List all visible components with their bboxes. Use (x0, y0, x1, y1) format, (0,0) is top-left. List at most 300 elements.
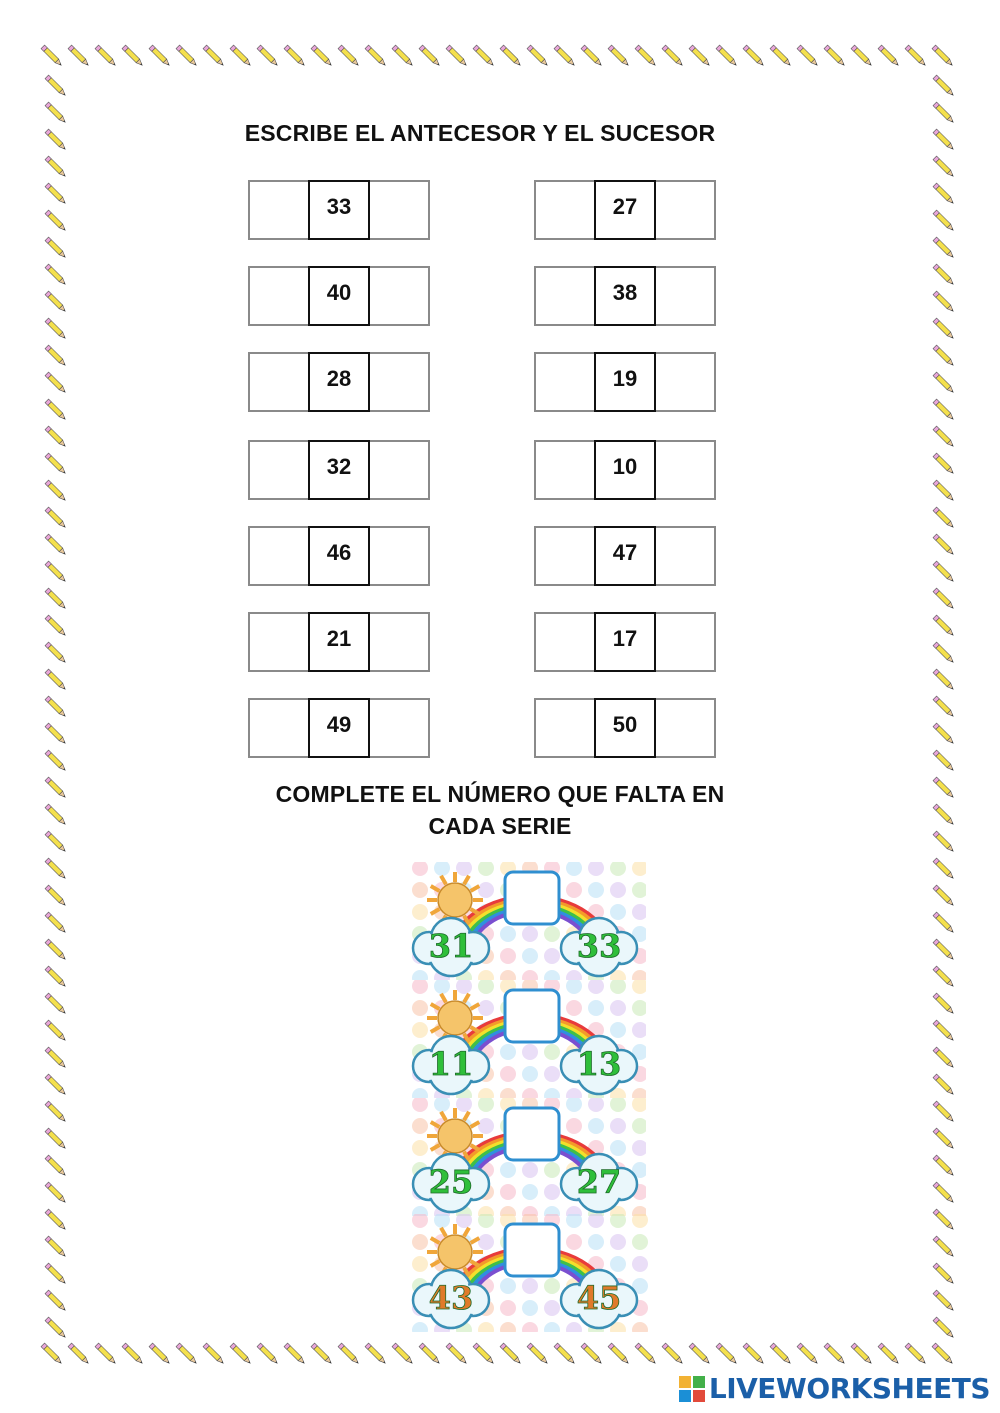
pencil-icon (689, 1343, 711, 1365)
number-row (248, 180, 430, 242)
given-number: 49 (308, 698, 370, 758)
background-dot (500, 948, 516, 964)
series-after-number: 27 (576, 1163, 622, 1201)
background-dot (456, 1098, 472, 1112)
successor-box[interactable] (652, 440, 716, 500)
pencil-icon (878, 1343, 900, 1365)
background-dot (610, 1118, 626, 1134)
pencil-icon (45, 858, 67, 880)
background-dot (412, 904, 428, 920)
pencil-icon (933, 1263, 955, 1285)
background-dot (412, 1098, 428, 1112)
predecessor-box[interactable] (248, 698, 312, 758)
background-dot (478, 980, 494, 994)
pencil-icon (824, 1343, 846, 1365)
pencil-icon (365, 45, 387, 67)
background-dot (588, 862, 604, 876)
pencil-border-right (926, 38, 962, 1372)
pencil-icon (933, 210, 955, 232)
pencil-icon (473, 45, 495, 67)
background-dot (544, 926, 560, 942)
background-dot (544, 948, 560, 964)
predecessor-box[interactable] (248, 266, 312, 326)
pencil-icon (45, 1263, 67, 1285)
background-dot (566, 1214, 582, 1228)
background-dot (544, 1300, 560, 1316)
successor-box[interactable] (366, 526, 430, 586)
pencil-icon (45, 372, 67, 394)
liveworksheets-logo-icon (679, 1376, 705, 1402)
pencil-icon (554, 1343, 576, 1365)
predecessor-box[interactable] (534, 698, 598, 758)
missing-number-box[interactable] (505, 990, 559, 1042)
background-dot (632, 862, 646, 876)
pencil-icon (933, 588, 955, 610)
pencil-icon (933, 696, 955, 718)
background-dot (566, 1088, 582, 1098)
pencil-icon (933, 534, 955, 556)
pencil-icon (45, 183, 67, 205)
background-dot (456, 980, 472, 994)
pencil-icon (45, 1074, 67, 1096)
background-dot (434, 1098, 450, 1112)
background-dot (610, 1098, 626, 1112)
pencil-icon (933, 399, 955, 421)
background-dot (500, 1278, 516, 1294)
background-dot (522, 1278, 538, 1294)
series-after-number: 33 (576, 927, 622, 965)
pencil-icon (45, 75, 67, 97)
section2-title-line1: COMPLETE EL NÚMERO QUE FALTA EN (275, 781, 725, 807)
pencil-icon (933, 669, 955, 691)
missing-number-box[interactable] (505, 872, 559, 924)
pencil-icon (797, 1343, 819, 1365)
given-number: 47 (594, 526, 656, 586)
pencil-icon (45, 723, 67, 745)
pencil-icon (257, 1343, 279, 1365)
background-dot (412, 882, 428, 898)
watermark-text: LIVEWORKSHEETS (708, 1372, 990, 1405)
background-dot (632, 970, 646, 980)
pencil-icon (176, 45, 198, 67)
successor-box[interactable] (366, 352, 430, 412)
pencil-icon (45, 426, 67, 448)
background-dot (500, 1184, 516, 1200)
pencil-icon (95, 45, 117, 67)
pencil-icon (45, 912, 67, 934)
background-dot (478, 1322, 494, 1332)
pencil-icon (933, 372, 955, 394)
pencil-icon (933, 750, 955, 772)
pencil-icon (933, 1236, 955, 1258)
background-dot (478, 1214, 494, 1228)
pencil-icon (446, 1343, 468, 1365)
pencil-icon (933, 75, 955, 97)
pencil-icon (176, 1343, 198, 1365)
pencil-icon (662, 45, 684, 67)
background-dot (478, 882, 494, 898)
background-dot (478, 1098, 494, 1112)
pencil-icon (527, 45, 549, 67)
background-dot (566, 1322, 582, 1332)
pencil-icon (45, 1155, 67, 1177)
pencil-icon (933, 156, 955, 178)
background-dot (500, 1162, 516, 1178)
pencil-icon (933, 480, 955, 502)
series-card (403, 980, 646, 1098)
background-dot (566, 862, 582, 876)
pencil-icon (230, 45, 252, 67)
successor-box[interactable] (366, 440, 430, 500)
pencil-icon (933, 1074, 955, 1096)
pencil-icon (608, 1343, 630, 1365)
successor-box[interactable] (366, 180, 430, 240)
pencil-icon (230, 1343, 252, 1365)
pencil-icon (392, 1343, 414, 1365)
background-dot (566, 1234, 582, 1250)
predecessor-box[interactable] (534, 180, 598, 240)
section1-title: ESCRIBE EL ANTECESOR Y EL SUCESOR (244, 120, 716, 146)
pencil-icon (933, 885, 955, 907)
background-dot (478, 1000, 494, 1016)
background-dot (588, 1000, 604, 1016)
number-row (534, 698, 716, 760)
pencil-icon (743, 1343, 765, 1365)
pencil-icon (284, 45, 306, 67)
pencil-icon (635, 45, 657, 67)
pencil-icon (933, 1155, 955, 1177)
pencil-icon (716, 45, 738, 67)
pencil-icon (689, 45, 711, 67)
number-row (248, 612, 430, 674)
pencil-icon (45, 399, 67, 421)
background-dot (588, 1118, 604, 1134)
given-number: 28 (308, 352, 370, 412)
pencil-icon (95, 1343, 117, 1365)
background-dot (522, 1044, 538, 1060)
pencil-icon (635, 1343, 657, 1365)
pencil-icon (743, 45, 765, 67)
pencil-icon (581, 1343, 603, 1365)
background-dot (522, 1088, 538, 1098)
successor-box[interactable] (652, 698, 716, 758)
background-dot (500, 1044, 516, 1060)
pencil-icon (933, 507, 955, 529)
background-dot (544, 1184, 560, 1200)
pencil-icon (933, 1020, 955, 1042)
pencil-icon (45, 1182, 67, 1204)
background-dot (632, 980, 646, 994)
series-before-number: 11 (428, 1045, 474, 1083)
pencil-icon (149, 1343, 171, 1365)
number-row (534, 266, 716, 328)
background-dot (412, 970, 428, 980)
successor-box[interactable] (652, 612, 716, 672)
pencil-icon (933, 723, 955, 745)
background-dot (588, 1214, 604, 1228)
pencil-icon (45, 939, 67, 961)
pencil-icon (851, 45, 873, 67)
background-dot (610, 904, 626, 920)
predecessor-box[interactable] (534, 266, 598, 326)
background-dot (412, 862, 428, 876)
background-dot (610, 1140, 626, 1156)
pencil-icon (419, 45, 441, 67)
given-number: 46 (308, 526, 370, 586)
background-dot (500, 1088, 516, 1098)
background-dot (610, 882, 626, 898)
pencil-border-left (38, 38, 74, 1372)
successor-box[interactable] (366, 612, 430, 672)
background-dot (522, 948, 538, 964)
background-dot (412, 1214, 428, 1228)
background-dot (610, 980, 626, 994)
pencil-icon (45, 453, 67, 475)
pencil-icon (45, 1020, 67, 1042)
pencil-icon (45, 534, 67, 556)
pencil-icon (933, 642, 955, 664)
pencil-icon (311, 45, 333, 67)
pencil-icon (933, 561, 955, 583)
background-dot (412, 1256, 428, 1272)
pencil-icon (45, 750, 67, 772)
background-dot (544, 1066, 560, 1082)
background-dot (522, 970, 538, 980)
pencil-icon (716, 1343, 738, 1365)
series-rainbow-area (403, 862, 653, 1328)
pencil-icon (45, 993, 67, 1015)
series-before-number: 25 (428, 1163, 474, 1201)
pencil-icon (45, 1128, 67, 1150)
background-dot (412, 1118, 428, 1134)
pencil-icon (45, 1047, 67, 1069)
given-number: 21 (308, 612, 370, 672)
pencil-icon (45, 507, 67, 529)
pencil-icon (933, 264, 955, 286)
pencil-icon (933, 426, 955, 448)
pencil-icon (45, 1236, 67, 1258)
pencil-icon (45, 696, 67, 718)
background-dot (610, 862, 626, 876)
predecessor-box[interactable] (534, 526, 598, 586)
number-row (248, 352, 430, 414)
background-dot (632, 1022, 646, 1038)
predecessor-box[interactable] (248, 526, 312, 586)
pencil-icon (45, 480, 67, 502)
background-dot (544, 1044, 560, 1060)
background-dot (478, 1118, 494, 1134)
background-dot (610, 1256, 626, 1272)
section2-title-line2: CADA SERIE (428, 813, 572, 839)
number-row (248, 698, 430, 760)
pencil-icon (45, 561, 67, 583)
background-dot (478, 1088, 494, 1098)
series-card (403, 1214, 653, 1332)
background-dot (632, 1234, 648, 1250)
predecessor-box[interactable] (534, 612, 598, 672)
pencil-icon (45, 588, 67, 610)
number-row (248, 526, 430, 588)
successor-box[interactable] (652, 526, 716, 586)
background-dot (632, 904, 646, 920)
pencil-icon (122, 1343, 144, 1365)
pencil-icon (257, 45, 279, 67)
pencil-icon (933, 912, 955, 934)
series-after-number: 45 (576, 1279, 622, 1317)
background-dot (632, 882, 646, 898)
pencil-icon (338, 45, 360, 67)
pencil-icon (933, 939, 955, 961)
background-dot (544, 1322, 560, 1332)
pencil-icon (933, 615, 955, 637)
background-dot (566, 1000, 582, 1016)
given-number: 38 (594, 266, 656, 326)
successor-box[interactable] (652, 352, 716, 412)
background-dot (544, 970, 560, 980)
pencil-icon (933, 993, 955, 1015)
background-dot (522, 1322, 538, 1332)
pencil-icon (608, 45, 630, 67)
background-dot (588, 980, 604, 994)
background-dot (632, 1118, 646, 1134)
liveworksheets-watermark (679, 1372, 990, 1405)
number-row (248, 440, 430, 502)
given-number: 27 (594, 180, 656, 240)
successor-box[interactable] (652, 266, 716, 326)
given-number: 32 (308, 440, 370, 500)
background-dot (566, 882, 582, 898)
pencil-icon (45, 615, 67, 637)
successor-box[interactable] (366, 698, 430, 758)
background-dot (412, 1140, 428, 1156)
background-dot (566, 980, 582, 994)
background-dot (434, 1214, 450, 1228)
pencil-icon (933, 1101, 955, 1123)
pencil-icon (203, 1343, 225, 1365)
background-dot (610, 1234, 626, 1250)
pencil-icon (824, 45, 846, 67)
background-dot (412, 1088, 428, 1098)
pencil-icon (45, 1317, 67, 1339)
pencil-icon (45, 318, 67, 340)
successor-box[interactable] (652, 180, 716, 240)
predecessor-box[interactable] (248, 612, 312, 672)
background-dot (566, 1118, 582, 1134)
background-dot (610, 1022, 626, 1038)
background-dot (566, 1098, 582, 1112)
pencil-icon (770, 1343, 792, 1365)
background-dot (544, 1278, 560, 1294)
pencil-icon (933, 966, 955, 988)
background-dot (610, 1214, 626, 1228)
background-dot (632, 1256, 648, 1272)
background-dot (412, 1000, 428, 1016)
predecessor-box[interactable] (248, 440, 312, 500)
pencil-icon (419, 1343, 441, 1365)
background-dot (478, 862, 494, 876)
background-dot (456, 1214, 472, 1228)
pencil-icon (933, 1128, 955, 1150)
missing-number-box[interactable] (505, 1108, 559, 1160)
predecessor-box[interactable] (534, 352, 598, 412)
pencil-icon (905, 1343, 927, 1365)
missing-number-box[interactable] (505, 1224, 559, 1276)
background-dot (456, 862, 472, 876)
pencil-icon (933, 183, 955, 205)
series-after-number: 13 (576, 1045, 622, 1083)
pencil-icon (500, 1343, 522, 1365)
background-dot (522, 1162, 538, 1178)
background-dot (500, 1322, 516, 1332)
pencil-icon (45, 345, 67, 367)
pencil-icon (45, 1290, 67, 1312)
number-row (534, 612, 716, 674)
pencil-icon (797, 45, 819, 67)
pencil-icon (905, 45, 927, 67)
pencil-icon (527, 1343, 549, 1365)
predecessor-box[interactable] (534, 440, 598, 500)
background-dot (632, 1322, 648, 1332)
series-before-number: 31 (428, 927, 474, 965)
background-dot (412, 1022, 428, 1038)
background-dot (588, 1098, 604, 1112)
pencil-border-bottom (38, 1336, 962, 1372)
pencil-icon (933, 237, 955, 259)
pencil-icon (203, 45, 225, 67)
background-dot (522, 1300, 538, 1316)
background-dot (522, 1066, 538, 1082)
given-number: 17 (594, 612, 656, 672)
background-dot (500, 1066, 516, 1082)
number-row (534, 440, 716, 502)
pencil-icon (45, 1209, 67, 1231)
background-dot (412, 980, 428, 994)
pencil-icon (933, 1209, 955, 1231)
pencil-icon (933, 858, 955, 880)
pencil-icon (45, 669, 67, 691)
background-dot (500, 970, 516, 980)
background-dot (412, 1234, 428, 1250)
number-row (534, 352, 716, 414)
background-dot (632, 1098, 646, 1112)
pencil-icon (45, 1101, 67, 1123)
series-card (403, 862, 646, 980)
background-dot (588, 1234, 604, 1250)
pencil-icon (933, 1317, 955, 1339)
predecessor-box[interactable] (248, 352, 312, 412)
number-row (248, 266, 430, 328)
background-dot (522, 1184, 538, 1200)
series-card (403, 1098, 646, 1216)
successor-box[interactable] (366, 266, 430, 326)
predecessor-box[interactable] (248, 180, 312, 240)
background-dot (500, 1300, 516, 1316)
number-row (534, 526, 716, 588)
pencil-icon (933, 318, 955, 340)
pencil-icon (45, 237, 67, 259)
background-dot (566, 970, 582, 980)
given-number: 40 (308, 266, 370, 326)
pencil-icon (933, 1290, 955, 1312)
given-number: 33 (308, 180, 370, 240)
pencil-border-top (38, 38, 962, 74)
pencil-icon (851, 1343, 873, 1365)
background-dot (522, 926, 538, 942)
pencil-icon (45, 642, 67, 664)
pencil-icon (933, 291, 955, 313)
pencil-icon (284, 1343, 306, 1365)
pencil-icon (933, 345, 955, 367)
